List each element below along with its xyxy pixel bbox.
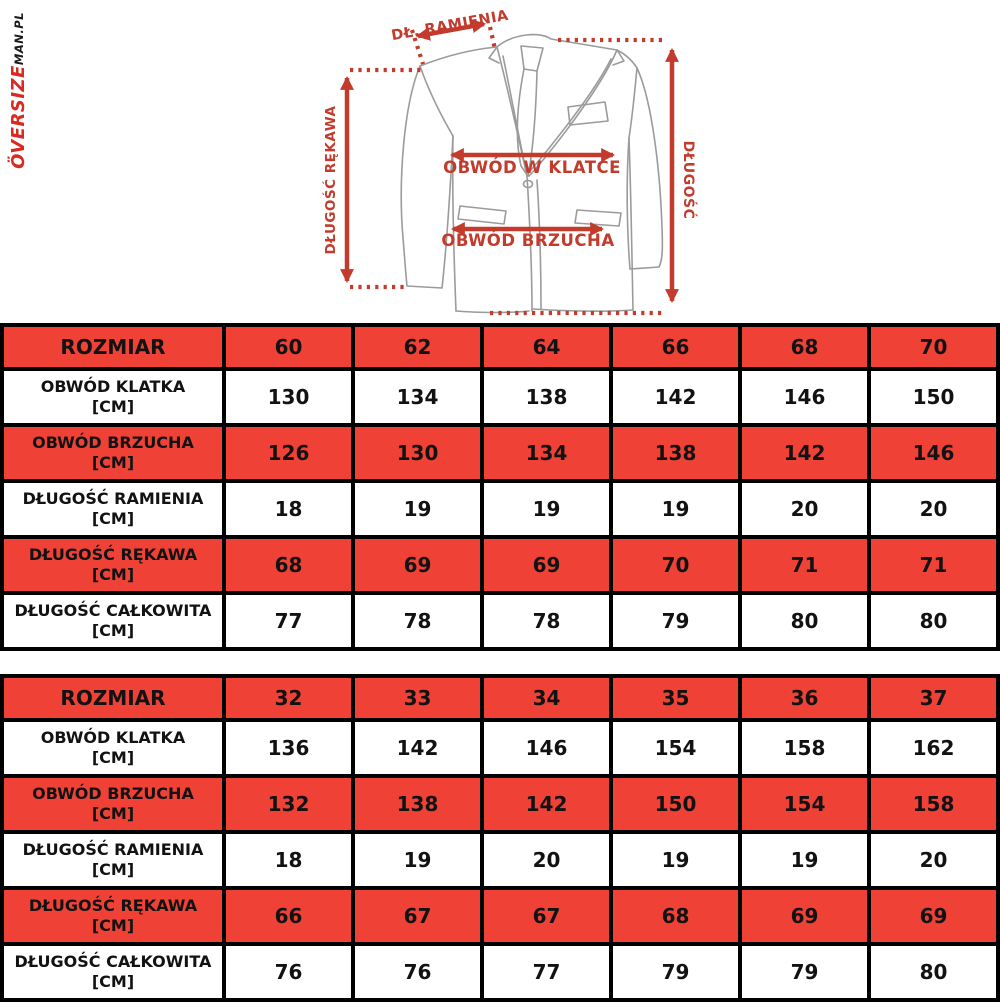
measurement-value-cell [869,537,998,593]
measurement-annotations [321,8,698,313]
measurement-unit: [CM] [91,565,135,584]
measurement-label-cell [2,776,224,832]
measurement-value-cell [482,944,611,1000]
measurement-row [2,481,998,537]
measurement-row [2,593,998,649]
measurement-unit: [CM] [91,453,135,472]
measurement-label: DŁUGOŚĆ RĘKAWA [28,545,198,565]
measurement-value-cell [740,832,869,888]
measurement-value: 134 [525,441,568,465]
measurement-value: 80 [919,609,948,633]
measurement-value: 142 [525,792,568,816]
measurement-value-cell [611,776,740,832]
measurement-value: 154 [783,792,826,816]
measurement-label-cell [2,593,224,649]
size-column-value: 60 [274,335,303,359]
measurement-value: 70 [661,553,690,577]
measurement-label: DŁUGOŚĆ RAMIENIA [22,840,204,860]
measurement-unit: [CM] [91,509,135,528]
measurement-value: 146 [783,385,826,409]
measurement-unit: [CM] [91,860,135,879]
measurement-value: 18 [274,497,303,521]
measurement-value-cell [353,369,482,425]
measurement-value-cell [224,537,353,593]
measurement-value: 76 [403,960,432,984]
measurement-row [2,776,998,832]
jacket-diagram-svg [300,0,700,322]
measurement-row [2,888,998,944]
measurement-value-cell [482,481,611,537]
measurement-value: 71 [919,553,948,577]
measurement-label: OBWÓD BRZUCHA [32,784,194,804]
measurement-value-cell [353,720,482,776]
measurement-unit: [CM] [91,804,135,823]
measurement-value-cell [353,537,482,593]
measurement-label: DŁUGOŚĆ CAŁKOWITA [14,952,212,972]
measurement-value: 162 [912,736,955,760]
measurement-value-cell [482,888,611,944]
size-column-value: 35 [661,686,690,710]
size-column-value: 64 [532,335,561,359]
measurement-value: 19 [403,497,432,521]
measurement-value: 78 [403,609,432,633]
shoulder-right-dotted-line [490,27,495,49]
measurement-value: 136 [267,736,310,760]
brand-logo-primary: ÖVERSIZE [8,65,29,169]
size-column-value: 66 [661,335,690,359]
measurement-label-cell [2,425,224,481]
chest-label: OBWÓD W KLATCE [443,158,621,177]
measurement-value: 68 [274,553,303,577]
size-header-label: ROZMIAR [60,686,166,710]
measurement-value: 126 [267,441,310,465]
measurement-label: DŁUGOŚĆ RĘKAWA [28,896,198,916]
measurement-value-cell [740,593,869,649]
measurement-value-cell [611,593,740,649]
measurement-value: 132 [267,792,310,816]
measurement-value: 68 [661,904,690,928]
measurement-value: 150 [912,385,955,409]
measurement-value-cell [611,944,740,1000]
measurement-value: 76 [274,960,303,984]
measurement-value: 69 [532,553,561,577]
measurement-value: 146 [912,441,955,465]
measurement-label: OBWÓD KLATKA [40,728,186,748]
size-column-value: 32 [274,686,303,710]
brand-logo [10,12,28,169]
measurement-value: 80 [790,609,819,633]
measurement-value-cell [740,888,869,944]
measurement-value: 19 [532,497,561,521]
measurement-value-cell [224,832,353,888]
size-header-row [2,325,998,369]
size-table-alternate [0,674,1000,1002]
measurement-value: 19 [661,497,690,521]
measurement-value-cell [353,776,482,832]
size-column-cell-66 [611,325,740,369]
measurement-value: 138 [396,792,439,816]
size-header-label-cell [2,325,224,369]
measurement-value: 20 [532,848,561,872]
measurement-value: 19 [661,848,690,872]
measurement-value: 67 [403,904,432,928]
measurement-value: 20 [790,497,819,521]
measurement-label-cell [2,944,224,1000]
measurement-value-cell [353,832,482,888]
measurement-row [2,720,998,776]
size-header-row [2,676,998,720]
size-column-value: 37 [919,686,948,710]
measurement-value-cell [740,425,869,481]
measurement-value: 79 [790,960,819,984]
measurement-row [2,425,998,481]
measurement-row [2,944,998,1000]
measurement-value-cell [740,481,869,537]
total-length-label: DŁUGOŚĆ [680,140,696,220]
measurement-unit: [CM] [91,748,135,767]
measurement-value: 138 [654,441,697,465]
measurement-unit: [CM] [91,397,135,416]
measurement-row [2,832,998,888]
measurement-value-cell [611,425,740,481]
measurement-value-cell [482,593,611,649]
measurement-value: 142 [783,441,826,465]
size-column-cell-68 [740,325,869,369]
measurement-value: 79 [661,960,690,984]
size-column-cell-62 [353,325,482,369]
measurement-value-cell [224,481,353,537]
measurement-label-cell [2,481,224,537]
measurement-value-cell [869,832,998,888]
measurement-value-cell [224,720,353,776]
size-column-cell-70 [869,325,998,369]
size-table-european [0,323,1000,651]
measurement-value: 78 [532,609,561,633]
measurement-value: 77 [532,960,561,984]
size-column-value: 34 [532,686,561,710]
measurement-value-cell [740,369,869,425]
measurement-value-cell [353,888,482,944]
measurement-row [2,537,998,593]
measurement-value: 20 [919,848,948,872]
size-column-value: 36 [790,686,819,710]
size-column-cell-33 [353,676,482,720]
measurement-value-cell [740,944,869,1000]
measurement-value-cell [611,888,740,944]
measurement-row [2,369,998,425]
measurement-value-cell [482,832,611,888]
measurement-value: 130 [267,385,310,409]
measurement-value-cell [353,481,482,537]
measurement-value: 69 [919,904,948,928]
brand-logo-secondary: MAN.PL [12,12,26,66]
measurement-value: 79 [661,609,690,633]
measurement-value: 77 [274,609,303,633]
measurement-value: 142 [654,385,697,409]
measurement-value-cell [869,593,998,649]
measurement-value-cell [224,593,353,649]
measurement-value: 20 [919,497,948,521]
size-column-cell-60 [224,325,353,369]
size-header-label: ROZMIAR [60,335,166,359]
measurement-value-cell [353,944,482,1000]
size-column-value: 70 [919,335,948,359]
measurement-value: 150 [654,792,697,816]
measurement-unit: [CM] [91,621,135,640]
measurement-value-cell [353,593,482,649]
size-column-value: 68 [790,335,819,359]
size-column-cell-36 [740,676,869,720]
measurement-value-cell [224,425,353,481]
sleeve-length-label: DŁUGOŚĆ RĘKAWA [323,105,339,255]
size-column-value: 33 [403,686,432,710]
measurement-value-cell [611,481,740,537]
measurement-value: 69 [790,904,819,928]
measurement-label: OBWÓD KLATKA [40,377,186,397]
measurement-value: 142 [396,736,439,760]
size-column-cell-37 [869,676,998,720]
measurement-value-cell [740,720,869,776]
measurement-value-cell [482,369,611,425]
measurement-value-cell [869,776,998,832]
measurement-value-cell [869,425,998,481]
measurement-value: 19 [403,848,432,872]
size-column-cell-64 [482,325,611,369]
size-column-value: 62 [403,335,432,359]
measurement-value-cell [611,537,740,593]
measurement-label-cell [2,720,224,776]
measurement-value: 69 [403,553,432,577]
shoulder-length-label: DŁ. RAMIENIA [390,7,510,45]
measurement-value: 71 [790,553,819,577]
measurement-value: 146 [525,736,568,760]
measurement-value-cell [224,369,353,425]
measurement-value-cell [353,425,482,481]
measurement-value: 134 [396,385,439,409]
size-column-cell-35 [611,676,740,720]
measurement-value-cell [224,888,353,944]
measurement-label-cell [2,537,224,593]
jacket-measurement-diagram [300,0,700,322]
measurement-label-cell [2,369,224,425]
measurement-value-cell [869,481,998,537]
measurement-label: DŁUGOŚĆ RAMIENIA [22,489,204,509]
measurement-value: 138 [525,385,568,409]
measurement-value-cell [611,720,740,776]
measurement-value-cell [869,944,998,1000]
measurement-value-cell [869,888,998,944]
measurement-value-cell [611,369,740,425]
measurement-label-cell [2,832,224,888]
size-header-label-cell [2,676,224,720]
measurement-value: 158 [912,792,955,816]
measurement-value: 66 [274,904,303,928]
measurement-unit: [CM] [91,916,135,935]
measurement-value: 158 [783,736,826,760]
measurement-value-cell [224,944,353,1000]
measurement-value-cell [482,537,611,593]
measurement-value-cell [740,537,869,593]
measurement-unit: [CM] [91,972,135,991]
measurement-value: 154 [654,736,697,760]
measurement-value-cell [482,720,611,776]
measurement-value-cell [869,720,998,776]
measurement-value: 19 [790,848,819,872]
size-column-cell-34 [482,676,611,720]
measurement-value-cell [869,369,998,425]
measurement-value-cell [611,832,740,888]
measurement-value-cell [482,425,611,481]
measurement-value-cell [482,776,611,832]
measurement-value-cell [740,776,869,832]
measurement-label: OBWÓD BRZUCHA [32,433,194,453]
measurement-value: 80 [919,960,948,984]
size-column-cell-32 [224,676,353,720]
measurement-label: DŁUGOŚĆ CAŁKOWITA [14,601,212,621]
measurement-value: 130 [396,441,439,465]
measurement-label-cell [2,888,224,944]
belly-label: OBWÓD BRZUCHA [441,231,615,250]
measurement-value: 18 [274,848,303,872]
measurement-value-cell [224,776,353,832]
measurement-value: 67 [532,904,561,928]
